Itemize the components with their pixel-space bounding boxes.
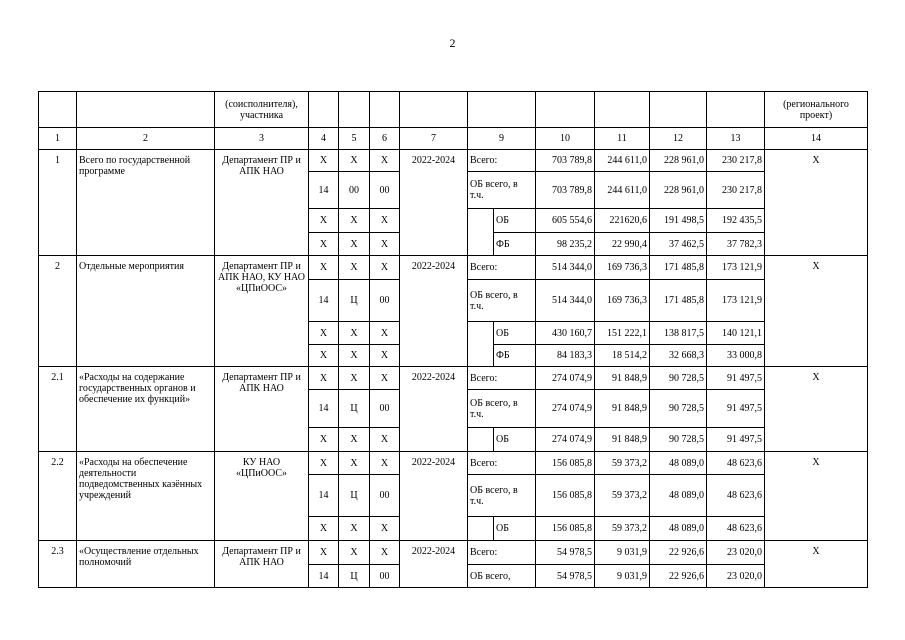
table-row xyxy=(39,541,868,565)
amount-total: 274 074,9 xyxy=(536,367,595,390)
source-spacer xyxy=(468,209,494,256)
column-number: 12 xyxy=(650,128,707,150)
code-cell: Х xyxy=(309,150,339,172)
header-cell xyxy=(400,92,468,128)
code-cell: Х xyxy=(339,541,370,565)
code-cell: Х xyxy=(339,150,370,172)
amount-year-1: 9 031,9 xyxy=(595,541,650,565)
code-cell: Х xyxy=(370,517,400,541)
activity-name: «Осуществление отдельных полномочий xyxy=(77,541,215,588)
column-number: 6 xyxy=(370,128,400,150)
amount-year-2: 228 961,0 xyxy=(650,150,707,172)
amount-total: 514 344,0 xyxy=(536,280,595,322)
code-cell: Х xyxy=(339,428,370,452)
amount-year-3: 230 217,8 xyxy=(707,172,765,209)
implementation-period: 2022-2024 xyxy=(400,256,468,367)
regional-project-flag: Х xyxy=(765,452,868,541)
amount-total: 605 554,6 xyxy=(536,209,595,233)
funding-source: ФБ xyxy=(494,233,536,256)
amount-year-3: 192 435,5 xyxy=(707,209,765,233)
funding-source: ОБ всего, в т.ч. xyxy=(468,280,536,322)
amount-year-1: 91 848,9 xyxy=(595,367,650,390)
amount-year-1: 22 990,4 xyxy=(595,233,650,256)
row-number: 2.1 xyxy=(39,367,77,452)
code-cell: 14 xyxy=(309,475,339,517)
table-row xyxy=(39,256,868,280)
funding-source: ФБ xyxy=(494,345,536,367)
code-cell: Х xyxy=(309,233,339,256)
row-number: 1 xyxy=(39,150,77,256)
code-cell: Х xyxy=(339,452,370,475)
implementation-period: 2022-2024 xyxy=(400,367,468,452)
amount-year-1: 91 848,9 xyxy=(595,428,650,452)
funding-source: ОБ всего, в т.ч. xyxy=(468,172,536,209)
amount-year-1: 59 373,2 xyxy=(595,452,650,475)
amount-year-3: 91 497,5 xyxy=(707,367,765,390)
amount-total: 274 074,9 xyxy=(536,390,595,428)
amount-year-2: 22 926,6 xyxy=(650,565,707,588)
amount-year-1: 9 031,9 xyxy=(595,565,650,588)
header-cell xyxy=(595,92,650,128)
code-cell: 14 xyxy=(309,390,339,428)
code-cell: 00 xyxy=(370,280,400,322)
header-regional-project: (регионального проект) xyxy=(765,92,868,128)
regional-project-flag: Х xyxy=(765,541,868,588)
column-numbers-row xyxy=(39,128,868,150)
responsible-executor: Департамент ПР и АПК НАО xyxy=(215,150,309,256)
amount-year-1: 59 373,2 xyxy=(595,517,650,541)
table-row xyxy=(39,150,868,172)
funding-source: ОБ всего, xyxy=(468,565,536,588)
implementation-period: 2022-2024 xyxy=(400,541,468,588)
code-cell: Х xyxy=(309,428,339,452)
amount-total: 274 074,9 xyxy=(536,428,595,452)
amount-year-1: 91 848,9 xyxy=(595,390,650,428)
amount-year-2: 48 089,0 xyxy=(650,452,707,475)
amount-year-1: 244 611,0 xyxy=(595,150,650,172)
code-cell: Х xyxy=(339,256,370,280)
header-cell xyxy=(536,92,595,128)
amount-total: 84 183,3 xyxy=(536,345,595,367)
code-cell: Х xyxy=(309,517,339,541)
code-cell: 14 xyxy=(309,172,339,209)
code-cell: 00 xyxy=(370,565,400,588)
column-number: 13 xyxy=(707,128,765,150)
amount-year-1: 169 736,3 xyxy=(595,256,650,280)
code-cell: Ц xyxy=(339,475,370,517)
regional-project-flag: Х xyxy=(765,256,868,367)
amount-year-2: 191 498,5 xyxy=(650,209,707,233)
amount-year-2: 22 926,6 xyxy=(650,541,707,565)
code-cell: 00 xyxy=(370,475,400,517)
column-number: 2 xyxy=(77,128,215,150)
code-cell: 14 xyxy=(309,280,339,322)
budget-body xyxy=(39,150,868,588)
amount-total: 54 978,5 xyxy=(536,541,595,565)
code-cell: Х xyxy=(339,322,370,345)
activity-name: Всего по государственной программе xyxy=(77,150,215,256)
amount-total: 156 085,8 xyxy=(536,475,595,517)
column-number: 1 xyxy=(39,128,77,150)
amount-year-2: 90 728,5 xyxy=(650,428,707,452)
amount-total: 430 160,7 xyxy=(536,322,595,345)
amount-year-2: 171 485,8 xyxy=(650,256,707,280)
page-number: 2 xyxy=(449,36,456,50)
code-cell: Ц xyxy=(339,280,370,322)
column-number: 4 xyxy=(309,128,339,150)
table-row xyxy=(39,452,868,475)
row-number: 2.2 xyxy=(39,452,77,541)
header-cell xyxy=(468,92,536,128)
column-number: 3 xyxy=(215,128,309,150)
amount-year-2: 37 462,5 xyxy=(650,233,707,256)
amount-year-3: 48 623,6 xyxy=(707,517,765,541)
header-cell xyxy=(650,92,707,128)
amount-total: 54 978,5 xyxy=(536,565,595,588)
responsible-executor: Департамент ПР и АПК НАО xyxy=(215,367,309,452)
implementation-period: 2022-2024 xyxy=(400,452,468,541)
activity-name: Отдельные мероприятия xyxy=(77,256,215,367)
column-number: 5 xyxy=(339,128,370,150)
amount-year-2: 32 668,3 xyxy=(650,345,707,367)
amount-year-3: 48 623,6 xyxy=(707,452,765,475)
column-number: 11 xyxy=(595,128,650,150)
amount-year-1: 151 222,1 xyxy=(595,322,650,345)
code-cell: Х xyxy=(309,209,339,233)
amount-year-3: 37 782,3 xyxy=(707,233,765,256)
code-cell: Х xyxy=(370,428,400,452)
amount-year-1: 18 514,2 xyxy=(595,345,650,367)
table-row xyxy=(39,367,868,390)
amount-year-1: 244 611,0 xyxy=(595,172,650,209)
amount-year-3: 23 020,0 xyxy=(707,565,765,588)
responsible-executor: КУ НАО «ЦПиООС» xyxy=(215,452,309,541)
amount-year-1: 169 736,3 xyxy=(595,280,650,322)
funding-source: Всего: xyxy=(468,367,536,390)
amount-year-3: 91 497,5 xyxy=(707,390,765,428)
budget-table xyxy=(38,91,868,588)
source-spacer xyxy=(468,428,494,452)
header-cell xyxy=(707,92,765,128)
code-cell: Х xyxy=(309,452,339,475)
code-cell: Х xyxy=(370,233,400,256)
amount-total: 98 235,2 xyxy=(536,233,595,256)
source-spacer xyxy=(468,517,494,541)
code-cell: Х xyxy=(370,256,400,280)
amount-year-1: 59 373,2 xyxy=(595,475,650,517)
amount-year-3: 230 217,8 xyxy=(707,150,765,172)
responsible-executor: Департамент ПР и АПК НАО, КУ НАО «ЦПиООС» xyxy=(215,256,309,367)
header-cell xyxy=(370,92,400,128)
funding-source: ОБ xyxy=(494,209,536,233)
funding-source: ОБ всего, в т.ч. xyxy=(468,390,536,428)
activity-name: «Расходы на обеспечение деятельности подведомственных казённых учреждений xyxy=(77,452,215,541)
code-cell: 00 xyxy=(370,390,400,428)
code-cell: Х xyxy=(370,209,400,233)
amount-year-2: 138 817,5 xyxy=(650,322,707,345)
code-cell: Ц xyxy=(339,390,370,428)
code-cell: Х xyxy=(370,345,400,367)
amount-year-1: 221620,6 xyxy=(595,209,650,233)
amount-year-3: 23 020,0 xyxy=(707,541,765,565)
amount-year-2: 90 728,5 xyxy=(650,390,707,428)
amount-total: 156 085,8 xyxy=(536,517,595,541)
header-cell xyxy=(39,92,77,128)
amount-year-3: 173 121,9 xyxy=(707,280,765,322)
funding-source: Всего: xyxy=(468,256,536,280)
funding-source: Всего: xyxy=(468,150,536,172)
code-cell: Х xyxy=(309,367,339,390)
funding-source: ОБ xyxy=(494,428,536,452)
amount-year-3: 91 497,5 xyxy=(707,428,765,452)
amount-year-2: 48 089,0 xyxy=(650,517,707,541)
amount-total: 703 789,8 xyxy=(536,150,595,172)
funding-source: Всего: xyxy=(468,452,536,475)
code-cell: Х xyxy=(339,367,370,390)
amount-year-3: 33 000,8 xyxy=(707,345,765,367)
code-cell: Х xyxy=(339,345,370,367)
amount-total: 703 789,8 xyxy=(536,172,595,209)
header-cell xyxy=(309,92,339,128)
code-cell: Х xyxy=(309,345,339,367)
header-row xyxy=(39,92,868,128)
column-number: 10 xyxy=(536,128,595,150)
code-cell: Х xyxy=(370,150,400,172)
funding-source: Всего: xyxy=(468,541,536,565)
funding-source: ОБ xyxy=(494,322,536,345)
row-number: 2.3 xyxy=(39,541,77,588)
amount-year-2: 90 728,5 xyxy=(650,367,707,390)
code-cell: Х xyxy=(339,517,370,541)
regional-project-flag: Х xyxy=(765,367,868,452)
amount-year-3: 140 121,1 xyxy=(707,322,765,345)
code-cell: 14 xyxy=(309,565,339,588)
amount-total: 156 085,8 xyxy=(536,452,595,475)
code-cell: Х xyxy=(339,233,370,256)
amount-total: 514 344,0 xyxy=(536,256,595,280)
code-cell: Х xyxy=(339,209,370,233)
funding-source: ОБ xyxy=(494,517,536,541)
column-number: 7 xyxy=(400,128,468,150)
code-cell: 00 xyxy=(370,172,400,209)
column-number: 9 xyxy=(468,128,536,150)
regional-project-flag: Х xyxy=(765,150,868,256)
amount-year-2: 48 089,0 xyxy=(650,475,707,517)
code-cell: Х xyxy=(370,367,400,390)
source-spacer xyxy=(468,322,494,367)
column-number: 14 xyxy=(765,128,868,150)
code-cell: Х xyxy=(370,541,400,565)
row-number: 2 xyxy=(39,256,77,367)
code-cell: 00 xyxy=(339,172,370,209)
amount-year-3: 48 623,6 xyxy=(707,475,765,517)
code-cell: Х xyxy=(309,322,339,345)
activity-name: «Расходы на содержание государственных органов и обеспечение их функций» xyxy=(77,367,215,452)
header-cell xyxy=(339,92,370,128)
header-cell xyxy=(77,92,215,128)
code-cell: Х xyxy=(309,541,339,565)
amount-year-2: 228 961,0 xyxy=(650,172,707,209)
amount-year-3: 173 121,9 xyxy=(707,256,765,280)
header-participant: (соисполнителя), участника xyxy=(215,92,309,128)
code-cell: Х xyxy=(309,256,339,280)
amount-year-2: 171 485,8 xyxy=(650,280,707,322)
code-cell: Х xyxy=(370,322,400,345)
funding-source: ОБ всего, в т.ч. xyxy=(468,475,536,517)
code-cell: Х xyxy=(370,452,400,475)
implementation-period: 2022-2024 xyxy=(400,150,468,256)
responsible-executor: Департамент ПР и АПК НАО xyxy=(215,541,309,588)
code-cell: Ц xyxy=(339,565,370,588)
